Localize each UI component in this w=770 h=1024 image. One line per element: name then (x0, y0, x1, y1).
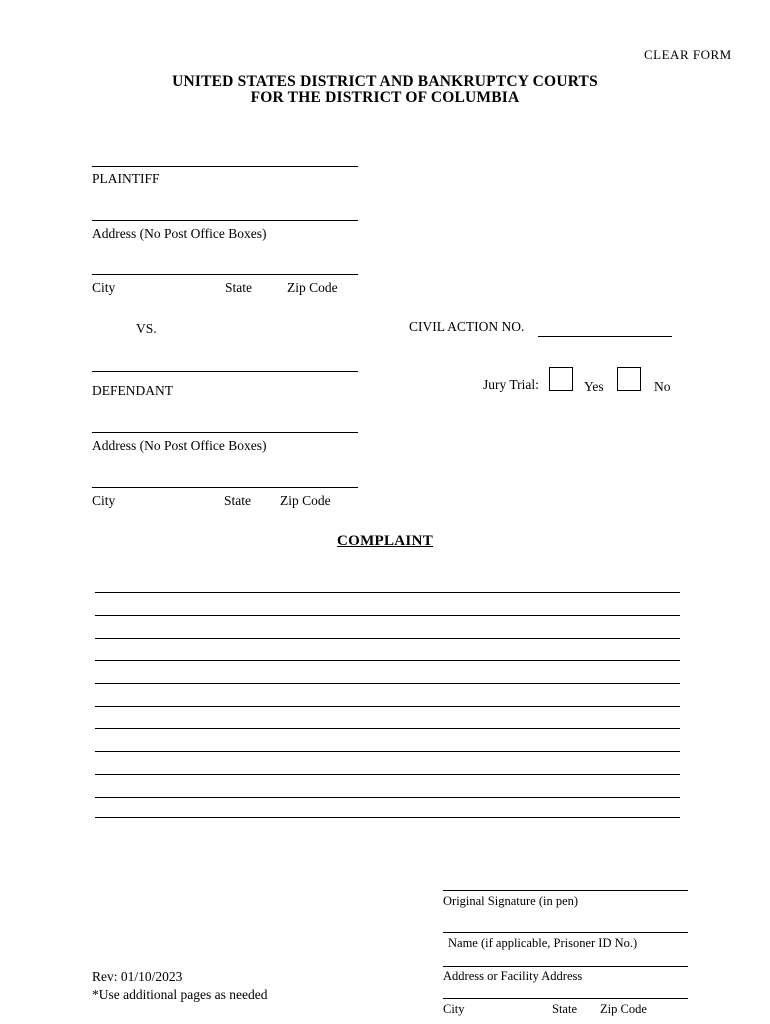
additional-pages-note: *Use additional pages as needed (92, 987, 268, 1002)
civil-action-label: CIVIL ACTION NO. (409, 319, 525, 334)
complaint-text-line[interactable] (95, 751, 680, 752)
form-title-line1: UNITED STATES DISTRICT AND BANKRUPTCY COURTS (172, 73, 598, 90)
signature-zip-label: Zip Code (600, 1002, 647, 1016)
defendant-address-line[interactable] (92, 432, 358, 433)
complaint-text-line[interactable] (95, 728, 680, 729)
complaint-text-line[interactable] (95, 683, 680, 684)
signature-label: Original Signature (in pen) (443, 894, 579, 908)
signature-line[interactable] (443, 890, 688, 891)
complaint-text-line[interactable] (95, 817, 680, 818)
defendant-city-label: City (92, 493, 116, 508)
complaint-text-line[interactable] (95, 774, 680, 775)
complaint-heading: COMPLAINT (336, 533, 434, 549)
plaintiff-state-label: State (225, 280, 252, 295)
plaintiff-name-line[interactable] (92, 166, 358, 167)
jury-trial-yes-checkbox[interactable] (549, 367, 573, 391)
vs-label: VS. (136, 321, 157, 336)
defendant-zip-label: Zip Code (280, 493, 331, 508)
complaint-text-line[interactable] (95, 660, 680, 661)
clear-form-button[interactable]: CLEAR FORM (644, 47, 732, 62)
jury-trial-no-checkbox[interactable] (617, 367, 641, 391)
facility-address-label: Address or Facility Address (443, 969, 583, 983)
jury-trial-yes-label: Yes (584, 379, 604, 394)
revision-note: Rev: 01/10/2023 (92, 969, 183, 984)
plaintiff-label: PLAINTIFF (92, 171, 160, 186)
jury-trial-no-label: No (654, 379, 671, 394)
defendant-label: DEFENDANT (92, 383, 173, 398)
complaint-text-line[interactable] (95, 706, 680, 707)
complaint-text-line[interactable] (95, 592, 680, 593)
prisoner-name-label: Name (if applicable, Prisoner ID No.) (448, 936, 638, 950)
plaintiff-address-label: Address (No Post Office Boxes) (92, 226, 267, 241)
prisoner-name-line[interactable] (443, 932, 688, 933)
defendant-name-line[interactable] (92, 371, 358, 372)
signature-city-state-zip-line[interactable] (443, 998, 688, 999)
civil-action-number-line[interactable] (538, 336, 672, 337)
signature-state-label: State (552, 1002, 577, 1016)
complaint-text-line[interactable] (95, 797, 680, 798)
defendant-address-label: Address (No Post Office Boxes) (92, 438, 267, 453)
jury-trial-label: Jury Trial: (483, 377, 539, 392)
signature-city-label: City (443, 1002, 465, 1016)
defendant-city-state-zip-line[interactable] (92, 487, 358, 488)
facility-address-line[interactable] (443, 966, 688, 967)
plaintiff-city-label: City (92, 280, 116, 295)
form-title-line2: FOR THE DISTRICT OF COLUMBIA (250, 89, 520, 106)
defendant-state-label: State (224, 493, 251, 508)
plaintiff-address-line[interactable] (92, 220, 358, 221)
plaintiff-city-state-zip-line[interactable] (92, 274, 358, 275)
complaint-text-line[interactable] (95, 615, 680, 616)
complaint-text-line[interactable] (95, 638, 680, 639)
plaintiff-zip-label: Zip Code (287, 280, 338, 295)
